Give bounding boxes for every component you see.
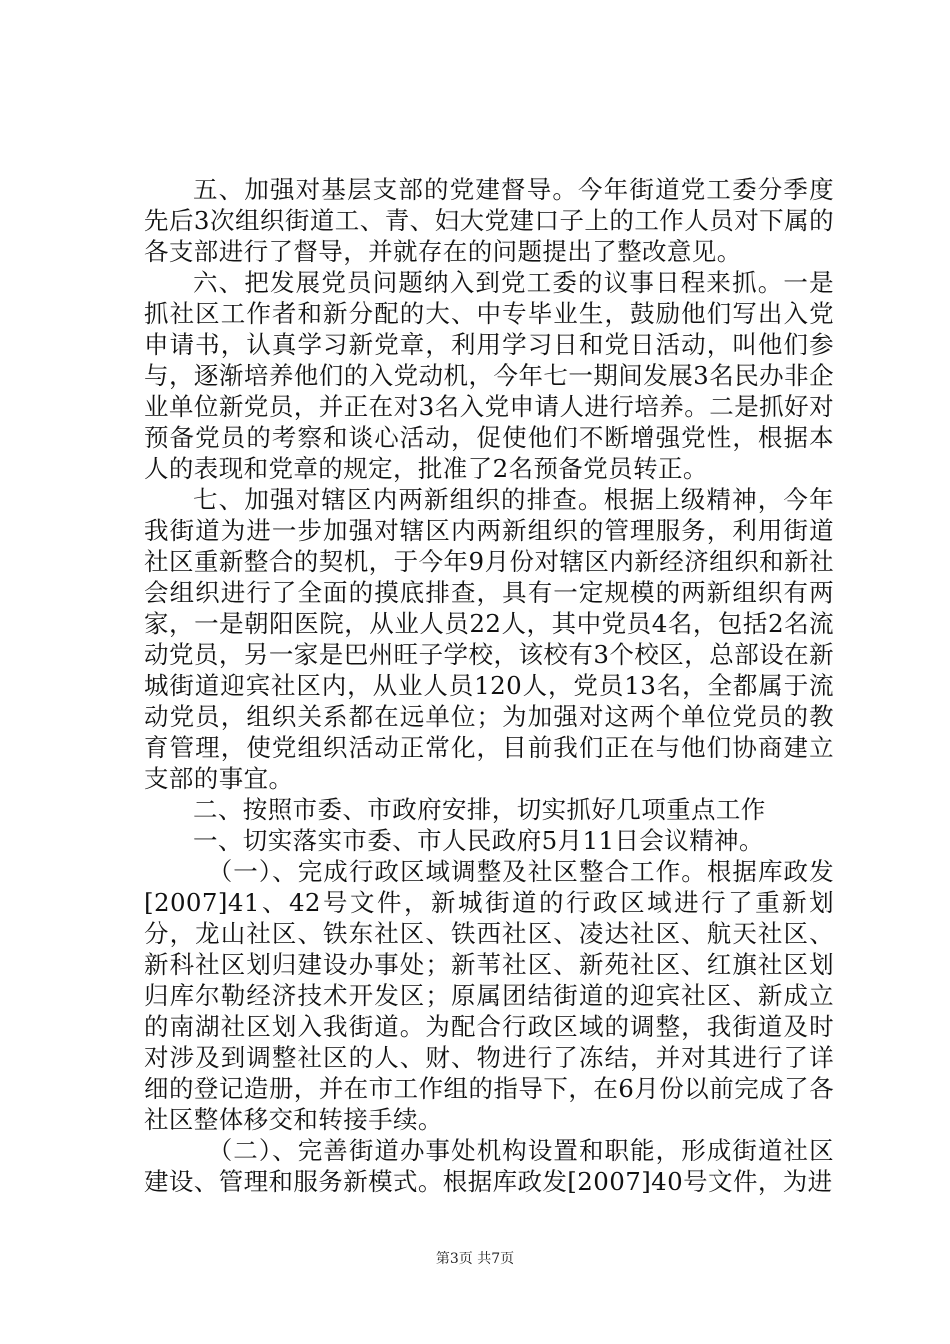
paragraph-five: 五、加强对基层支部的党建督导。今年街道党工委分季度先后3次组织街道工、青、妇大党建口子上的工作人员对下属的各支部进行了督导，并就存在的问题提出了整改意见。 bbox=[144, 175, 834, 266]
document-body bbox=[144, 174, 834, 1197]
page-number-footer: 第3页 共7页 bbox=[435, 1251, 515, 1267]
section-heading-two: 二、按照市委、市政府安排，切实抓好几项重点工作 bbox=[193, 795, 766, 824]
item-one-paragraph: （一）、完成行政区域调整及社区整合工作。根据库政发[2007]41、42号文件，新城街道的行政区域进行了重新划分，龙山社区、铁东社区、铁西社区、凌达社区、航天社区、新科社区划归建设办事处；新苇社区、新苑社区、红旗社区划归库尔勒经济技术开发区；原属团结街道的迎宾社区、新成立的南湖社区划入我街道。为配合行政区域的调整，我街道及时对涉及到调整社区的人、财、物进行了冻结，并对其进行了详细的登记造册，并在市工作组的指导下，在6月份以前完成了各社区整体移交和转接手续。 bbox=[144, 857, 834, 1134]
paragraph-six: 六、把发展党员问题纳入到党工委的议事日程来抓。一是抓社区工作者和新分配的大、中专毕业生，鼓励他们写出入党申请书，认真学习新党章，利用学习日和党日活动，叫他们参与，逐渐培养他们的入党动机，今年七一期间发展3名民办非企业单位新党员，并正在对3名入党申请人进行培养。二是抓好对预备党员的考察和谈心活动，促使他们不断增强党性，根据本人的表现和党章的规定，批准了2名预备党员转正。 bbox=[144, 268, 834, 483]
item-two-paragraph: （二）、完善街道办事处机构设置和职能，形成街道社区建设、管理和服务新模式。根据库政发[2007]40号文件，为进 bbox=[144, 1136, 834, 1196]
paragraph-seven: 七、加强对辖区内两新组织的排查。根据上级精神，今年我街道为进一步加强对辖区内两新组织的管理服务，利用街道社区重新整合的契机，于今年9月份对辖区内新经济组织和新社会组织进行了全面的摸底排查，具有一定规模的两新组织有两家，一是朝阳医院，从业人员22人，其中党员4名，包括2名流动党员，另一家是巴州旺子学校，该校有3个校区，总部设在新城街道迎宾社区内，从业人员120人，党员13名，全都属于流动党员，组织关系都在远单位；为加强对这两个单位党员的教育管理，使党组织活动正常化，目前我们正在与他们协商建立支部的事宜。 bbox=[144, 485, 834, 793]
subsection-heading-one: 一、切实落实市委、市人民政府5月11日会议精神。 bbox=[193, 826, 764, 855]
